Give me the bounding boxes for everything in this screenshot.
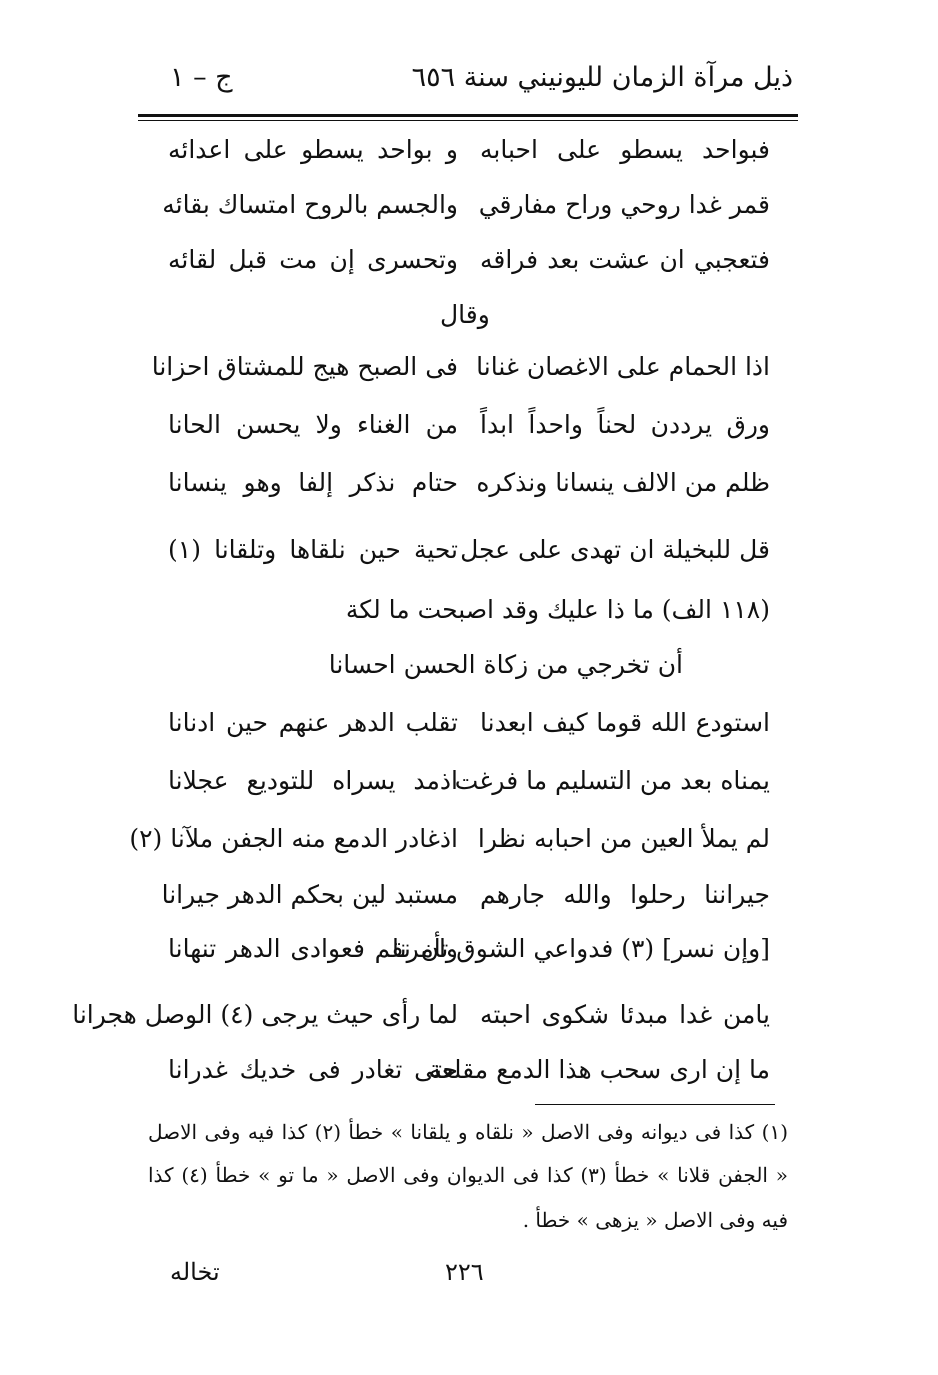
verse-1-second-hemistich: و بواحد يسطو على اعدائه	[168, 135, 458, 164]
verse-7-second-hemistich: تحية حين نلقاها وتلقانا (١)	[168, 535, 458, 564]
volume-number: ج – ١	[170, 62, 233, 93]
verse-1-first-hemistich: فبواحد يسطو على احبابه	[480, 135, 770, 164]
verse-13-first-hemistich: [وإن نسر] (٣) فدواعي الشوق تأمرنا	[392, 934, 770, 963]
verse-15-first-hemistich: ما إن ارى سحب هذا الدمع مقلعة	[428, 1055, 770, 1084]
verse-2-second-hemistich: والجسم بالروح امتساك بقائه	[162, 190, 458, 219]
verse-8-line: أن تخرجي من زكاة الحسن احسانا	[328, 650, 683, 679]
footnote-line-3: فيه وفى الاصل « يزهى » خطأ .	[522, 1208, 788, 1232]
verse-4-first-hemistich: اذا الحمام على الاغصان غنانا	[476, 352, 770, 381]
verse-12-first-hemistich: جيراننا رحلوا والله جارهم	[480, 880, 770, 909]
verse-5-first-hemistich: ورق يرددن لحناً واحداً ابداً	[480, 410, 770, 439]
verse-10-second-hemistich: اذمد يسراه للتوديع عجلانا	[168, 766, 458, 795]
verse-12-second-hemistich: مستبد لين بحكم الدهر جيرانا	[161, 880, 458, 909]
catchword: تخاله	[170, 1258, 220, 1286]
folio-marker-line: (١١٨ الف) ما ذا عليك وقد اصبحت ما لكة	[345, 595, 770, 624]
verse-3-second-hemistich: وتحسرى إن مت قبل لقائه	[168, 245, 458, 274]
verse-10-first-hemistich: يمناه بعد من التسليم ما فرغت	[454, 766, 770, 795]
verse-9-second-hemistich: تقلب الدهر عنهم حين ادنانا	[168, 708, 458, 737]
verse-7-first-hemistich: قل للبخيلة ان تهدى على عجل	[460, 535, 770, 564]
running-title: ذيل مرآة الزمان لليونيني سنة ٦٥٦	[411, 62, 793, 93]
verse-9-first-hemistich: استودع الله قوما كيف ابعدنا	[480, 708, 770, 737]
page-number: ٢٢٦	[445, 1258, 484, 1286]
verse-11-first-hemistich: لم يملأ العين من احبابه نظرا	[477, 824, 770, 853]
verse-11-second-hemistich: اذغادر الدمع منه الجفن ملآنا (٢)	[129, 824, 458, 853]
verse-6-second-hemistich: حتام نذكر إلفا وهو ينسانا	[168, 468, 458, 497]
verse-6-first-hemistich: ظلم من الالف ينسانا ونذكره	[476, 468, 770, 497]
footnote-line-2: « الجفن قلانا » خطأ (٣) كذا فى الديوان وفى الاصل « ما تو » خطأ (٤) كذا	[148, 1163, 788, 1187]
verse-5-second-hemistich: من الغناء ولا يحسن الحانا	[168, 410, 458, 439]
header-rule-thin	[138, 120, 798, 121]
verse-4-second-hemistich: فى الصبح هيج للمشتاق احزانا	[151, 352, 458, 381]
wa-qala-heading: وقال	[440, 300, 490, 329]
footnote-rule	[535, 1104, 775, 1105]
verse-13-second-hemistich: وان نقم فعوادى الدهر تنهانا	[168, 934, 458, 963]
verse-3-first-hemistich: فتعجبي ان عشت بعد فراقه	[480, 245, 770, 274]
verse-2-first-hemistich: قمر غدا روحي وراح مفارقي	[478, 190, 770, 219]
header-rule-thick	[138, 114, 798, 117]
verse-14-first-hemistich: يامن غدا مبدئا شكوى احبته	[480, 1000, 770, 1029]
verse-14-second-hemistich: لما رأى حيث يرجى (٤) الوصل هجرانا	[72, 1000, 458, 1029]
footnote-line-1: (١) كذا فى ديوانه وفى الاصل « نلقاه و يلقانا » خطأ (٢) كذا فيه وفى الاصل	[148, 1120, 788, 1144]
verse-15-second-hemistich: حتى تغادر فى خديك غدرانا	[168, 1055, 458, 1084]
